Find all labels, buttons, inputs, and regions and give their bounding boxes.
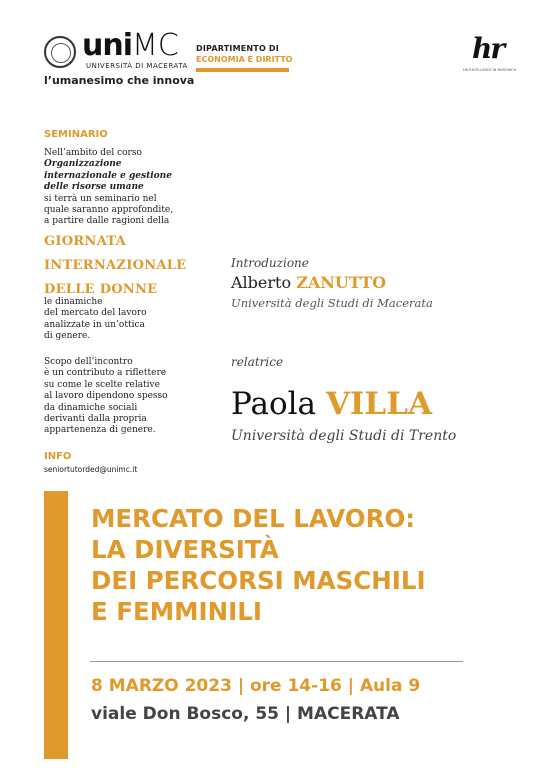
speaker-affiliation: Università degli Studi di Trento bbox=[231, 428, 457, 444]
accent-vertical-bar bbox=[44, 491, 68, 759]
event-title: MERCATO DEL LAVORO: LA DIVERSITÀ DEI PERCORSI MASCHILI E FEMMINILI bbox=[91, 504, 426, 626]
dynamics-paragraph: le dinamiche del mercato del lavoro analizzate in un’ottica di genere. bbox=[44, 297, 147, 342]
info-heading: INFO bbox=[44, 451, 72, 462]
department-underline bbox=[196, 68, 289, 72]
introducer-name: Alberto ZANUTTO bbox=[231, 273, 387, 292]
hr-excellence-logo: hr bbox=[472, 32, 504, 65]
unimc-logo: uniMC bbox=[82, 28, 179, 63]
divider-line bbox=[90, 661, 463, 662]
speaker-name: Paola VILLA bbox=[231, 386, 433, 422]
introduction-label: Introduzione bbox=[231, 256, 309, 270]
giornata-heading: GIORNATA INTERNAZIONALE DELLE DONNE bbox=[44, 234, 187, 297]
department-name: ECONOMIA E DIRITTO bbox=[196, 55, 293, 64]
department-label: DIPARTIMENTO DI bbox=[196, 44, 279, 53]
seminario-heading: SEMINARIO bbox=[44, 129, 108, 140]
university-name: UNIVERSITÀ DI MACERATA bbox=[86, 62, 188, 70]
university-seal-icon bbox=[44, 36, 76, 68]
event-location: viale Don Bosco, 55 | MACERATA bbox=[91, 704, 400, 724]
hr-excellence-caption: HR EXCELLENCE IN RESEARCH bbox=[463, 68, 517, 72]
contact-email-link[interactable]: seniortutorded@unimc.it bbox=[44, 465, 138, 474]
introducer-affiliation: Università degli Studi di Macerata bbox=[231, 296, 433, 310]
university-tagline: l’umanesimo che innova bbox=[44, 74, 195, 87]
event-date-time: 8 MARZO 2023 | ore 14-16 | Aula 9 bbox=[91, 676, 421, 696]
intro-paragraph: Nell’ambito del corso Organizzazione internazionale e gestione delle risorse umane si terrà un seminario nel quale saranno approfondite, a partire dalle ragioni della bbox=[44, 148, 174, 227]
speaker-label: relatrice bbox=[231, 355, 284, 369]
purpose-paragraph: Scopo dell’incontro è un contributo a riflettere su come le scelte relative al lavoro dipendono spesso da dinamiche sociali derivanti dalla propria appartenenza di genere. bbox=[44, 357, 168, 436]
